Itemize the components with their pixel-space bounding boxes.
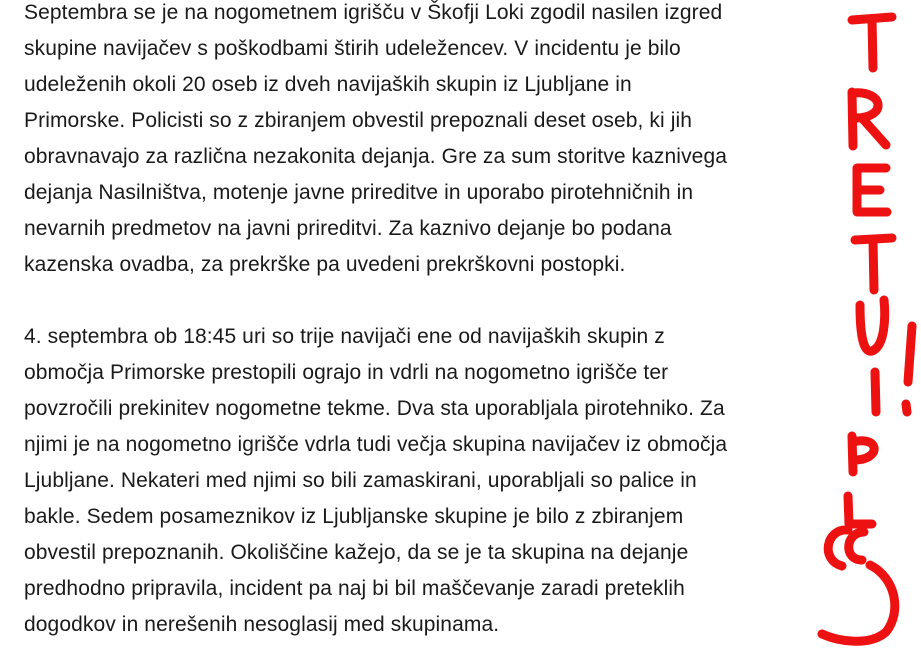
text-line: skupine navijačev s poškodbami štirih udeležencev. V incidentu je bilo <box>24 37 681 60</box>
annotation-letter-j <box>860 300 885 351</box>
annotation-letter-p <box>852 436 874 472</box>
text-line: Septembra se je na nogometnem igrišču v Škofji Loki zgodil nasilen izgred <box>24 1 723 24</box>
text-line: povzročili prekinitev nogometne tekme. Dva sta uporabljala pirotehniko. Za <box>24 397 725 420</box>
text-line: Primorske. Policisti so z zbiranjem obvestil prepoznali deset oseb, ki jih <box>24 109 693 132</box>
text-line: udeleženih okoli 20 oseb iz dveh navijaških skupin iz Ljubljane in <box>24 73 632 96</box>
annotation-letter-i <box>875 372 876 412</box>
annotation-letter-e <box>857 168 887 212</box>
annotation-letter-t <box>855 238 892 290</box>
text-line: bakle. Sedem posameznikov iz Ljubljanske skupine je bilo z zbiranjem <box>24 505 684 528</box>
annotation-exclamation <box>906 326 912 412</box>
annotation-letter-l <box>848 496 872 524</box>
annotation-letter-r <box>852 92 886 146</box>
text-line: nevarnih predmetov na javni prireditvi. Za kaznivo dejanje bo podana <box>24 217 672 240</box>
text-line: 4. septembra ob 18:45 uri so trije navijači ene od navijaških skupin z <box>24 325 665 348</box>
text-line: obvestil prepoznanih. Okoliščine kažejo, da se je ta skupina na dejanje <box>24 541 689 564</box>
text-line: dogodkov in nerešenih nesoglasij med skupinama. <box>24 613 500 636</box>
annotation-letter-s <box>822 532 895 641</box>
text-line: njimi je na nogometno igrišče vdrla tudi večja skupina navijačev iz območja <box>24 433 728 456</box>
text-line: obravnavajo za različna nezakonita dejanja. Gre za sum storitve kaznivega <box>24 145 728 168</box>
text-line: Ljubljane. Nekateri med njimi so bili zamaskirani, uporabljali so palice in <box>24 469 697 492</box>
text-line: območja Primorske prestopili ograjo in vdrli na nogometno igrišče ter <box>24 361 669 384</box>
text-line: predhodno pripravila, incident pa naj bi bil maščevanje zaradi preteklih <box>24 577 685 600</box>
annotation-letter-t <box>852 17 892 68</box>
text-line: kazenska ovadba, za prekrške pa uvedeni prekrškovni postopki. <box>24 253 626 276</box>
text-line: dejanja Nasilništva, motenje javne prireditve in uporabo pirotehničnih in <box>24 181 694 204</box>
